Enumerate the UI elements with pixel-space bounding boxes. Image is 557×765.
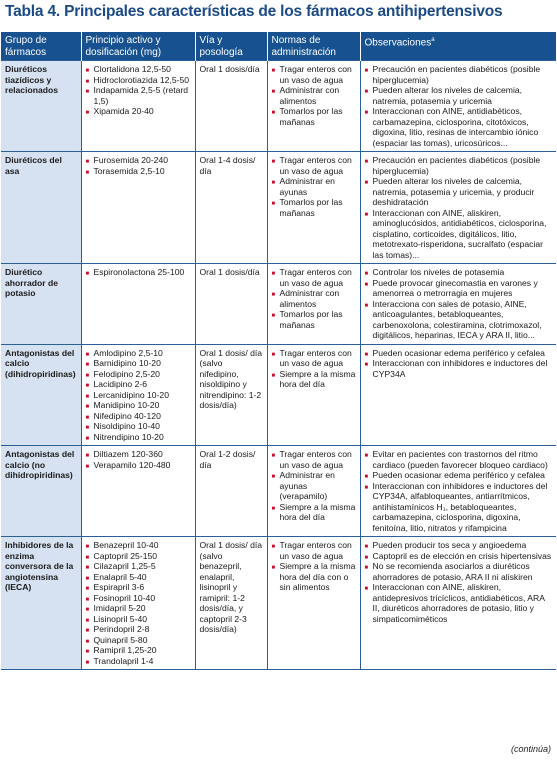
- list-item: [86, 348, 191, 359]
- bullet-icon: ■: [85, 383, 90, 389]
- list-item: [365, 64, 553, 85]
- list-item-text: Barnidipino 10-20: [93, 358, 161, 368]
- list-item: [272, 540, 356, 561]
- observations-list: [365, 267, 553, 341]
- bullet-icon: ■: [364, 159, 369, 165]
- bullet-icon: ■: [364, 351, 369, 358]
- observations-cell: [360, 446, 556, 537]
- list-item-text: Clortalidona 12,5-50: [93, 64, 171, 74]
- list-item-text: Perindopril 2-8: [93, 624, 150, 634]
- observations-list: [365, 348, 553, 380]
- list-item-text: Pueden ocasionar edema periférico y cefalea: [372, 347, 545, 358]
- list-item: [86, 432, 191, 443]
- list-item-text: Cilazapril 1,25-5: [93, 561, 156, 571]
- list-item: [272, 106, 356, 127]
- bullet-icon: ■: [85, 414, 90, 421]
- route-cell: Oral 1 dosis/día: [195, 61, 267, 152]
- list-item: [365, 208, 553, 261]
- bullet-icon: ■: [364, 68, 369, 74]
- administration-list: [272, 348, 356, 390]
- bullet-icon: ■: [85, 362, 90, 368]
- list-item: [272, 288, 356, 309]
- list-item: [86, 267, 191, 278]
- list-item: [272, 502, 356, 523]
- list-item-text: Tomarlos por las mañanas: [279, 309, 343, 330]
- bullet-icon: ■: [364, 180, 369, 186]
- bullet-icon: ■: [271, 292, 276, 298]
- bullet-icon: ■: [271, 544, 276, 550]
- list-item: [272, 561, 356, 593]
- route-cell: Oral 1 dosis/ día (salvo nifedipino, nisoldipino y nitrendipino: 1-2 dosis/día): [195, 344, 267, 446]
- bullet-icon: ■: [85, 453, 90, 459]
- drug-group-cell: Antagonistas del calcio (dihidropiridinas): [1, 344, 81, 446]
- list-item-text: Manidipino 10-20: [93, 400, 160, 410]
- list-item: [365, 582, 553, 624]
- list-item: [86, 635, 191, 646]
- list-item-text: Tragar enteros con un vaso de agua: [279, 540, 352, 561]
- list-item: [86, 358, 191, 369]
- header-norms: Normas de administración: [267, 32, 360, 61]
- observations-cell: [360, 537, 556, 670]
- header-obs-label: Observaciones: [364, 37, 432, 49]
- table-title: Tabla 4. Principales características de los fármacos antihipertensivos: [5, 3, 503, 20]
- list-item: [86, 624, 191, 635]
- bullet-icon: ■: [85, 617, 90, 624]
- table-row: [1, 152, 556, 264]
- bullet-icon: ■: [271, 271, 276, 277]
- observations-list: [365, 155, 553, 260]
- list-item-text: No se recomienda asociarlos a diuréticos ahorradores de potasio, ARA II ni aliskiren: [372, 561, 533, 582]
- bullet-icon: ■: [364, 474, 369, 480]
- list-item: [272, 348, 356, 369]
- list-item-text: Nifedipino 40-120: [93, 410, 161, 421]
- bullet-icon: ■: [271, 453, 276, 459]
- list-item: [272, 309, 356, 330]
- administration-cell: [267, 344, 360, 446]
- list-item-text: Imidapril 5-20: [93, 603, 146, 613]
- list-item: [86, 540, 191, 551]
- list-item: [365, 176, 553, 208]
- active-ingredient-list: [86, 348, 191, 443]
- table-row: [1, 537, 556, 670]
- header-obs-sup: a: [431, 37, 435, 43]
- list-item-text: Tragar enteros con un vaso de agua: [279, 155, 352, 176]
- list-item: [86, 166, 191, 177]
- header-drug: Principio activo y dosificación (mg): [81, 32, 195, 61]
- list-item: [86, 449, 191, 460]
- bullet-icon: ■: [85, 372, 90, 379]
- bullet-icon: ■: [85, 554, 90, 561]
- bullet-icon: ■: [85, 586, 90, 592]
- list-item-text: Siempre a la misma hora del día: [279, 501, 356, 522]
- table-row: [1, 446, 556, 537]
- bullet-icon: ■: [85, 435, 90, 442]
- list-item: [86, 106, 191, 117]
- list-item: [86, 421, 191, 432]
- active-ingredient-cell: [81, 61, 195, 152]
- list-item: [86, 85, 191, 106]
- list-item-text: Administrar en ayunas (verapamilo): [279, 470, 335, 501]
- list-item: [365, 481, 553, 534]
- list-item-text: Precaución en pacientes diabéticos (posible hiperglucemia): [372, 155, 541, 176]
- list-item-text: Captopril es de elección en crisis hipertensivas: [372, 550, 552, 561]
- bullet-icon: ■: [364, 211, 369, 218]
- bullet-icon: ■: [85, 596, 90, 603]
- bullet-icon: ■: [85, 110, 90, 116]
- active-ingredient-cell: [81, 446, 195, 537]
- list-item: [86, 411, 191, 422]
- list-item: [365, 540, 553, 551]
- list-item-text: Controlar los niveles de potasemia: [372, 267, 505, 277]
- active-ingredient-list: [86, 267, 191, 278]
- bullet-icon: ■: [271, 313, 276, 319]
- list-item-text: Hidroclorotiazida 12,5-50: [93, 74, 190, 85]
- list-item: [86, 369, 191, 380]
- list-item-text: Siempre a la misma hora del día: [279, 368, 356, 389]
- bullet-icon: ■: [85, 463, 90, 470]
- bullet-icon: ■: [85, 68, 90, 74]
- list-item-text: Interaccionan con inhibidores e inductores del CYP34A: [372, 358, 548, 379]
- bullet-icon: ■: [364, 110, 369, 116]
- list-item-text: Precaución en pacientes diabéticos (posible hiperglucemia): [372, 64, 541, 85]
- bullet-icon: ■: [85, 659, 90, 666]
- administration-list: [272, 155, 356, 218]
- list-item: [365, 449, 553, 470]
- list-item: [86, 400, 191, 411]
- list-item: [272, 155, 356, 176]
- bullet-icon: ■: [271, 159, 276, 165]
- drug-group-cell: Diurético ahorrador de potasio: [1, 264, 81, 345]
- administration-cell: [267, 446, 360, 537]
- header-group: Grupo de fármacos: [1, 32, 81, 61]
- list-item: [272, 85, 356, 106]
- list-item: [86, 460, 191, 471]
- list-item: [86, 656, 191, 667]
- table-row: [1, 61, 556, 152]
- bullet-icon: ■: [85, 89, 90, 95]
- list-item: [86, 593, 191, 604]
- list-item: [86, 390, 191, 401]
- drug-group-cell: Diuréticos del asa: [1, 152, 81, 264]
- bullet-icon: ■: [364, 362, 369, 368]
- list-item-text: Tragar enteros con un vaso de agua: [279, 347, 352, 368]
- list-item-text: Lacidipino 2-6: [93, 379, 148, 389]
- list-item-text: Interaccionan con AINE, aliskiren, antidepresivos tricíclicos, antidiabéticos, ARA II, diuréticos ahorradores de potasio, litio y simpaticomiméticos: [372, 582, 545, 624]
- active-ingredient-cell: [81, 344, 195, 446]
- header-row: [1, 32, 556, 61]
- administration-cell: [267, 537, 360, 670]
- active-ingredient-list: [86, 155, 191, 176]
- bullet-icon: ■: [271, 372, 276, 379]
- observations-cell: [360, 61, 556, 152]
- observations-cell: [360, 264, 556, 345]
- observations-cell: [360, 152, 556, 264]
- bullet-icon: ■: [271, 89, 276, 95]
- list-item: [86, 572, 191, 583]
- bullet-icon: ■: [364, 565, 369, 571]
- list-item: [365, 267, 553, 278]
- bullet-icon: ■: [85, 78, 90, 85]
- list-item: [272, 197, 356, 218]
- administration-list: [272, 449, 356, 523]
- list-item: [272, 64, 356, 85]
- list-item-text: Xipamida 20-40: [93, 106, 154, 116]
- observations-cell: [360, 344, 556, 446]
- bullet-icon: ■: [364, 89, 369, 95]
- list-item: [86, 582, 191, 593]
- bullet-icon: ■: [364, 554, 369, 561]
- list-item-text: Espironolactona 25-100: [93, 267, 185, 277]
- list-item-text: Furosemida 20-240: [93, 155, 169, 165]
- bullet-icon: ■: [364, 544, 369, 550]
- list-item-text: Evitar en pacientes con trastornos del ritmo cardiaco (pueden favorecer bloqueo cardiaco): [372, 449, 548, 470]
- bullet-icon: ■: [271, 474, 276, 480]
- list-item: [86, 551, 191, 562]
- drug-group-cell: Inhibidores de la enzima conversora de la angiotensina (IECA): [1, 537, 81, 670]
- observations-list: [365, 64, 553, 148]
- list-item-text: Pueden ocasionar edema periférico y cefalea: [372, 470, 545, 480]
- list-item: [365, 106, 553, 148]
- observations-list: [365, 449, 553, 533]
- list-item: [86, 64, 191, 75]
- bullet-icon: ■: [85, 425, 90, 431]
- list-item-text: Quinapril 5-80: [93, 634, 148, 645]
- list-item-text: Administrar con alimentos: [279, 288, 340, 309]
- bullet-icon: ■: [85, 575, 90, 582]
- bullet-icon: ■: [85, 404, 90, 410]
- bullet-icon: ■: [85, 393, 90, 400]
- list-item: [86, 379, 191, 390]
- bullet-icon: ■: [271, 351, 276, 358]
- bullet-icon: ■: [364, 484, 369, 491]
- list-item-text: Ramipril 1,25-20: [93, 645, 157, 655]
- observations-list: [365, 540, 553, 624]
- list-item-text: Tragar enteros con un vaso de agua: [279, 267, 352, 288]
- list-item: [86, 561, 191, 572]
- bullet-icon: ■: [271, 68, 276, 74]
- table-row: [1, 344, 556, 446]
- list-item: [365, 299, 553, 341]
- list-item: [272, 176, 356, 197]
- list-item: [365, 561, 553, 582]
- list-item-text: Lisinopril 5-40: [93, 613, 148, 624]
- list-item: [272, 267, 356, 288]
- list-item: [365, 278, 553, 299]
- table-body: [1, 61, 556, 670]
- list-item-text: Indapamida 2,5-5 (retard 1,5): [93, 85, 189, 106]
- administration-list: [272, 540, 356, 593]
- list-item: [86, 603, 191, 614]
- list-item-text: Administrar con alimentos: [279, 85, 340, 106]
- bullet-icon: ■: [85, 271, 90, 277]
- list-item: [86, 645, 191, 656]
- bullet-icon: ■: [364, 453, 369, 459]
- route-cell: Oral 1-4 dosis/ día: [195, 152, 267, 264]
- list-item-text: Amlodipino 2,5-10: [93, 347, 163, 358]
- list-item-text: Trandolapril 1-4: [93, 655, 154, 666]
- list-item: [365, 85, 553, 106]
- list-item: [272, 470, 356, 502]
- list-item-text: Felodipino 2,5-20: [93, 368, 160, 379]
- bullet-icon: ■: [271, 110, 276, 116]
- header-obs: [360, 32, 556, 61]
- list-item-text: Espirapril 3-6: [93, 582, 145, 592]
- bullet-icon: ■: [85, 649, 90, 655]
- bullet-icon: ■: [85, 565, 90, 571]
- bullet-icon: ■: [85, 544, 90, 550]
- list-item-text: Interacciona con sales de potasio, AINE, anticoagulantes, betabloqueantes, carbenoxolona, colestiramina, clotrimoxazol, digitálicos, heparinas, IECA y ARA II, litio...: [372, 298, 542, 340]
- bullet-icon: ■: [364, 586, 369, 592]
- list-item: [272, 369, 356, 390]
- list-item-text: Fosinopril 10-40: [93, 592, 156, 603]
- administration-cell: [267, 61, 360, 152]
- list-item-text: Siempre a la misma hora del día con o sin alimentos: [279, 561, 356, 592]
- active-ingredient-cell: [81, 537, 195, 670]
- list-item: [365, 348, 553, 359]
- administration-list: [272, 64, 356, 127]
- route-cell: Oral 1 dosis/día: [195, 264, 267, 345]
- continued-note: (continúa): [510, 744, 551, 754]
- list-item-text: Diltiazem 120-360: [93, 449, 163, 459]
- list-item-text: Captopril 25-150: [93, 550, 158, 561]
- list-item-text: Torasemida 2,5-10: [93, 165, 165, 176]
- list-item-text: Lercanidipino 10-20: [93, 389, 169, 400]
- administration-cell: [267, 152, 360, 264]
- bullet-icon: ■: [85, 159, 90, 165]
- bullet-icon: ■: [271, 565, 276, 571]
- list-item-text: Pueden producir tos seca y angioedema: [372, 540, 527, 550]
- bullet-icon: ■: [271, 201, 276, 207]
- list-item-text: Verapamilo 120-480: [93, 459, 171, 470]
- bullet-icon: ■: [85, 351, 90, 358]
- header-route: Vía y posología: [195, 32, 267, 61]
- list-item-text: Benazepril 10-40: [93, 540, 159, 550]
- list-item: [272, 449, 356, 470]
- list-item-text: Tragar enteros con un vaso de agua: [279, 64, 352, 85]
- list-item: [86, 75, 191, 86]
- list-item-text: Tomarlos por las mañanas: [279, 106, 343, 127]
- administration-list: [272, 267, 356, 330]
- active-ingredient-cell: [81, 152, 195, 264]
- active-ingredient-list: [86, 540, 191, 666]
- list-item-text: Tragar enteros con un vaso de agua: [279, 449, 352, 470]
- list-item-text: Administrar en ayunas: [279, 176, 335, 197]
- bullet-icon: ■: [271, 505, 276, 512]
- list-item-text: Nisoldipino 10-40: [93, 421, 160, 431]
- route-cell: Oral 1-2 dosis/ día: [195, 446, 267, 537]
- list-item: [365, 470, 553, 481]
- drug-group-cell: Diuréticos tiazídicos y relacionados: [1, 61, 81, 152]
- bullet-icon: ■: [364, 271, 369, 277]
- active-ingredient-list: [86, 64, 191, 117]
- list-item-text: Interaccionan con AINE, antidiabéticos, carbamazepina, ciclosporina, citotóxicos, digoxina, litio, resinas de intercambio iónico (espaciar las tomas), uricosúricos...: [372, 106, 539, 148]
- bullet-icon: ■: [364, 281, 369, 288]
- active-ingredient-cell: [81, 264, 195, 345]
- list-item-text: Puede provocar ginecomastia en varones y amenorrea o metrorragia en mujeres: [372, 277, 538, 298]
- bullet-icon: ■: [85, 607, 90, 613]
- list-item: [365, 155, 553, 176]
- table-row: [1, 264, 556, 345]
- bullet-icon: ■: [85, 169, 90, 176]
- list-item-text: Pueden alterar los niveles de calcemia, natremia, potasemia y uricemia: [372, 85, 523, 106]
- bullet-icon: ■: [85, 638, 90, 645]
- list-item: [86, 155, 191, 166]
- administration-cell: [267, 264, 360, 345]
- list-item-text: Interaccionan con inhibidores e inductores del CYP34A, alfabloqueantes, antiarrítmicos, antihistamínicos H₁, betabloqueantes, carbamazepina, ciclosporina, digoxina, fenitoína, litio, nitratos y rifampicina: [372, 480, 548, 533]
- list-item-text: Pueden alterar los niveles de calcemia, natremia, potasemia y uricemia, y producir deshidratación: [372, 176, 535, 207]
- list-item: [365, 551, 553, 562]
- active-ingredient-list: [86, 449, 191, 470]
- list-item-text: Nitrendipino 10-20: [93, 431, 164, 442]
- drug-table: [1, 32, 556, 670]
- list-item: [365, 358, 553, 379]
- bullet-icon: ■: [271, 180, 276, 186]
- bullet-icon: ■: [85, 628, 90, 634]
- list-item: [86, 614, 191, 625]
- bullet-icon: ■: [364, 302, 369, 309]
- route-cell: Oral 1 dosis/ día (salvo benazepril, enalapril, lisinopril y ramipril: 1-2 dosis/día, y captopril 2-3 dosis/día): [195, 537, 267, 670]
- list-item-text: Interaccionan con AINE, aliskiren, aminoglucósidos, antidiabéticos, ciclosporina, cisplatino, corticoides, digitálicos, litio, metotrexato-risperidona, sucralfato (espaciar las tomas)...: [372, 207, 547, 260]
- drug-group-cell: Antagonistas del calcio (no dihidropiridinas): [1, 446, 81, 537]
- list-item-text: Enalapril 5-40: [93, 571, 147, 582]
- list-item-text: Tomarlos por las mañanas: [279, 197, 343, 218]
